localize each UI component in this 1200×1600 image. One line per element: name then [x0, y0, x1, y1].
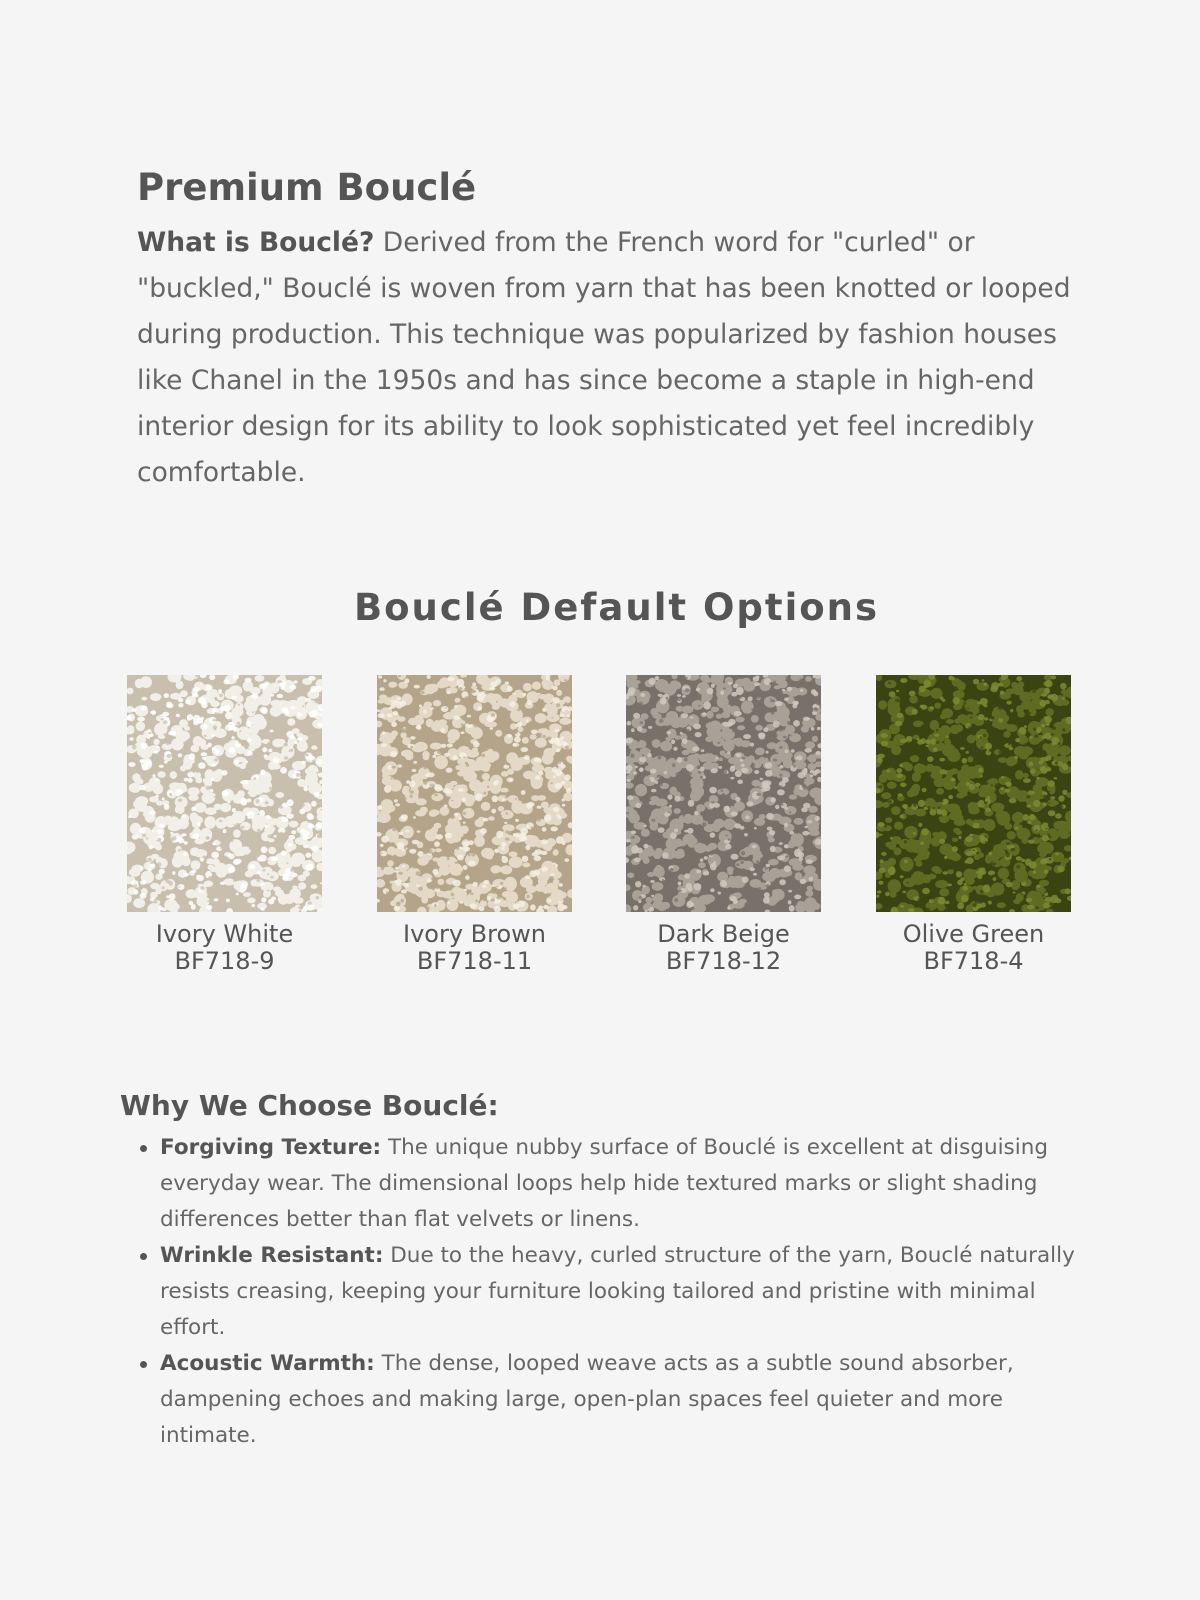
swatch-code: BF718-12 — [665, 947, 782, 975]
benefit-label: Acoustic Warmth: — [160, 1351, 375, 1376]
swatch-image — [876, 675, 1071, 912]
page-title: Premium Bouclé — [137, 166, 477, 209]
benefit-list — [120, 1130, 1080, 1454]
swatch-name: Ivory Brown — [403, 920, 546, 948]
swatch-olive-green[interactable] — [876, 675, 1071, 975]
benefit-label: Forgiving Texture: — [160, 1135, 382, 1160]
list-item — [160, 1238, 1080, 1346]
fabric-texture — [876, 675, 1071, 912]
intro-body: Derived from the French word for "curled" or "buckled," Bouclé is woven from yarn that has been knotted or looped during production. This technique was popularized by fashion houses like Chanel in the 1950s and has since become a staple in high-end interior design for its ability to look sophisticated yet feel incredibly comfortable. — [137, 227, 1071, 488]
swatch-ivory-brown[interactable] — [377, 675, 572, 975]
swatch-name: Olive Green — [902, 920, 1045, 948]
why-section — [120, 1088, 1080, 1454]
why-title: Why We Choose Bouclé: — [120, 1089, 499, 1122]
fabric-texture — [127, 675, 322, 912]
list-item — [160, 1346, 1080, 1454]
swatch-name: Dark Beige — [657, 920, 790, 948]
benefit-text: The dense, looped weave acts as a subtle sound absorber, dampening echoes and making large, open-plan spaces feel quieter and more intimate. — [160, 1351, 1014, 1448]
swatch-code: BF718-4 — [923, 947, 1024, 975]
swatch-image — [127, 675, 322, 912]
swatch-name: Ivory White — [155, 920, 294, 948]
swatch-image — [377, 675, 572, 912]
swatch-code: BF718-11 — [416, 947, 533, 975]
options-title: Bouclé Default Options — [353, 586, 880, 629]
swatch-dark-beige[interactable] — [626, 675, 821, 975]
list-item — [160, 1130, 1080, 1238]
fabric-texture — [626, 675, 821, 912]
swatch-image — [626, 675, 821, 912]
intro-paragraph — [137, 220, 1087, 496]
intro-lead: What is Bouclé? — [137, 227, 375, 258]
benefit-label: Wrinkle Resistant: — [160, 1243, 384, 1268]
swatch-ivory-white[interactable] — [127, 675, 322, 975]
intro-section — [137, 166, 1087, 496]
benefit-text: Due to the heavy, curled structure of the yarn, Bouclé naturally resists creasing, keeping your furniture looking tailored and pristine with minimal effort. — [160, 1243, 1075, 1340]
benefit-text: The unique nubby surface of Bouclé is excellent at disguising everyday wear. The dimensional loops help hide textured marks or slight shading differences better than flat velvets or linens. — [160, 1135, 1048, 1232]
fabric-texture — [377, 675, 572, 912]
swatch-code: BF718-9 — [174, 947, 275, 975]
swatch-grid — [127, 675, 1071, 975]
